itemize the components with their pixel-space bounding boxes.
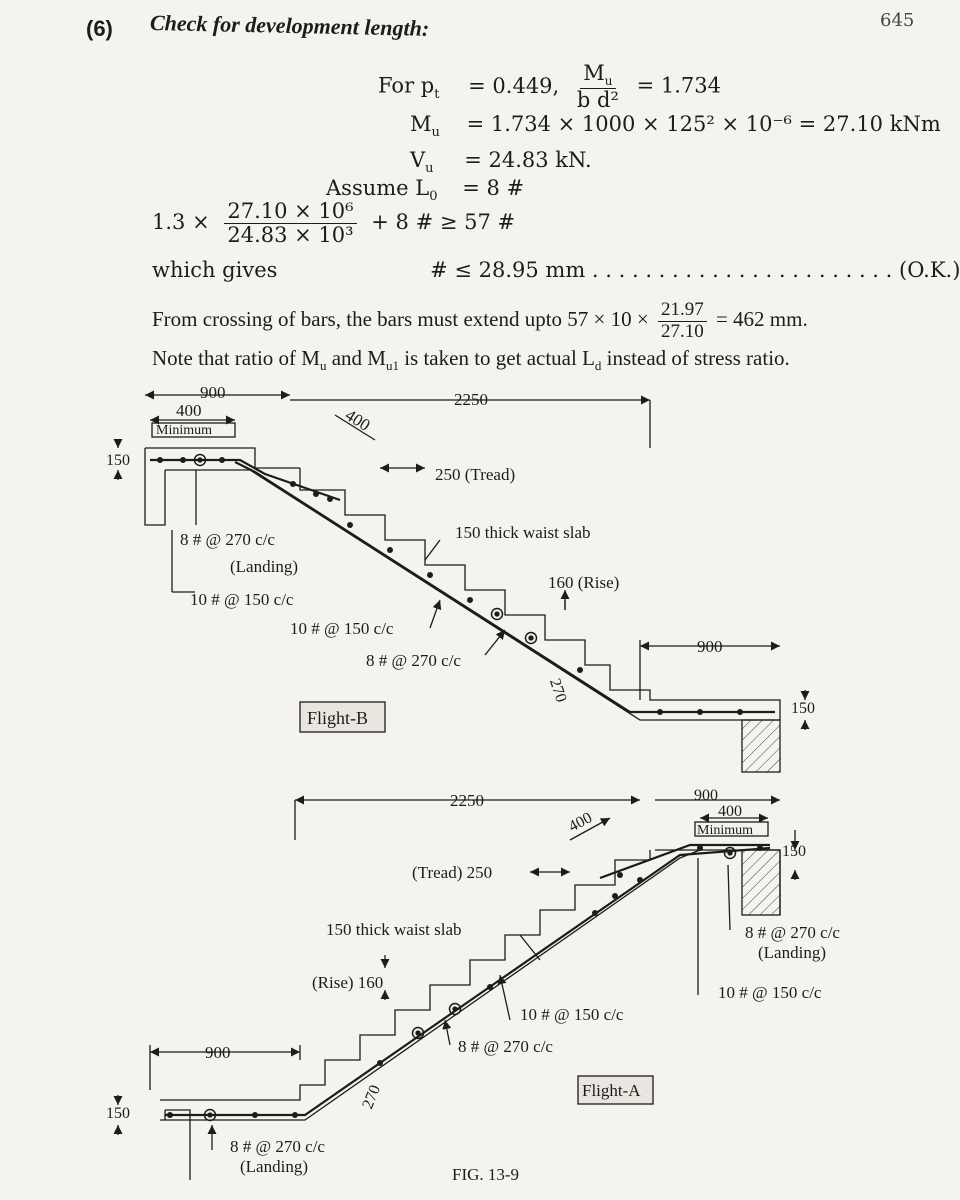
fb-dim-400-diag: 400 (341, 405, 374, 435)
fb-landing-bar1-note: (Landing) (230, 557, 298, 576)
flight-a-support (742, 850, 780, 915)
calc-line-2: $M_u = 1.734 \times 1000 \times 125^2 \times 10^{-6} = 27.10$ kNm (410, 112, 941, 141)
fa-dim-2250: 2250 (450, 791, 484, 810)
fb-landing-bar1: 8 # @ 270 c/c (180, 530, 275, 549)
fa-landing-bar2: 10 # @ 150 c/c (718, 983, 822, 1002)
fa-landing-bar1: 8 # @ 270 c/c (745, 923, 840, 942)
fb-rise: 160 (Rise) (548, 573, 620, 592)
fb-main-bar: 10 # @ 150 c/c (290, 619, 394, 638)
fb-landing-bar2: 10 # @ 150 c/c (190, 590, 294, 609)
fa-dim-400-diag: 400 (565, 809, 596, 836)
fa-main-bar: 10 # @ 150 c/c (520, 1005, 624, 1024)
fb-tread: 250 (Tread) (435, 465, 516, 484)
fa-rise: (Rise) 160 (312, 973, 384, 992)
calc-line-3: $V_u = 24.83$ kN. (410, 148, 592, 177)
fb-dim-400: 400 (176, 401, 202, 420)
section-heading: Check for development length: (149, 10, 430, 41)
section-number: (6) (86, 16, 113, 41)
fa-dim-400: 400 (718, 803, 742, 820)
flight-b-main-bar (235, 462, 775, 712)
fa-waist: 150 thick waist slab (326, 920, 462, 939)
fa-dim-minimum: Minimum (697, 823, 754, 838)
calc-line-7: From crossing of bars, the bars must extend upto 57 × 10 × $\frac{21.97}{27.10}$ = 462 mm. (152, 299, 808, 342)
page-number: 645 (880, 10, 915, 31)
fb-dim-150: 150 (106, 452, 130, 469)
fb-dim-minimum: Minimum (156, 423, 213, 438)
flight-a-steps (160, 850, 650, 1100)
fb-dist-bar: 8 # @ 270 c/c (366, 651, 461, 670)
fa-tread: (Tread) 250 (412, 863, 493, 882)
calc-line-1: For $p_t = 0.449$, $\frac{M_u}{\text{b d²}}$ = 1.734 (378, 61, 721, 113)
calc-line-8: Note that ratio of $M_u$ and $M_{u1}$ is taken to get actual $L_d$ instead of stress ratio. (152, 346, 790, 374)
fb-dim-150-right: 150 (791, 700, 815, 717)
calc-line-5: 1.3 × $\frac{\text{27.10 × 10⁶}}{\text{24.83 × 10³}}$ + 8 # ≥ 57 # (152, 199, 516, 248)
fa-landing-bar1-note: (Landing) (758, 943, 826, 962)
calc-line-4: Assume $L_0 = 8$ # (326, 176, 525, 205)
fa-dim-900-left: 900 (205, 1043, 231, 1062)
flight-b-title: Flight-B (307, 708, 369, 728)
fb-waist: 150 thick waist slab (455, 523, 591, 542)
fa-bottom-landing-note: (Landing) (240, 1157, 308, 1176)
fb-dim-270: 270 (545, 676, 570, 705)
fa-bottom-landing-bar: 8 # @ 270 c/c (230, 1137, 325, 1156)
fa-dim-150-left: 150 (106, 1105, 130, 1122)
fa-dim-150: 150 (782, 843, 806, 860)
flight-a-title: Flight-A (582, 1081, 641, 1100)
flight-b-steps (300, 468, 780, 720)
fa-dist-bar: 8 # @ 270 c/c (458, 1037, 553, 1056)
fb-dim-900: 900 (200, 383, 226, 402)
fa-dim-270: 270 (359, 1082, 385, 1112)
fb-dim-2250: 2250 (454, 390, 488, 409)
fb-dim-900-right: 900 (697, 637, 723, 656)
figure-caption: FIG. 13-9 (452, 1165, 520, 1184)
flight-a-main-bar (165, 848, 770, 1115)
fa-dim-900: 900 (694, 787, 718, 804)
flight-b-support (742, 720, 780, 772)
calc-line-6: which gives # ≤ 28.95 mm . . . . . . . . . . . . . . . . . . . . . . . (O.K.) (152, 258, 960, 282)
